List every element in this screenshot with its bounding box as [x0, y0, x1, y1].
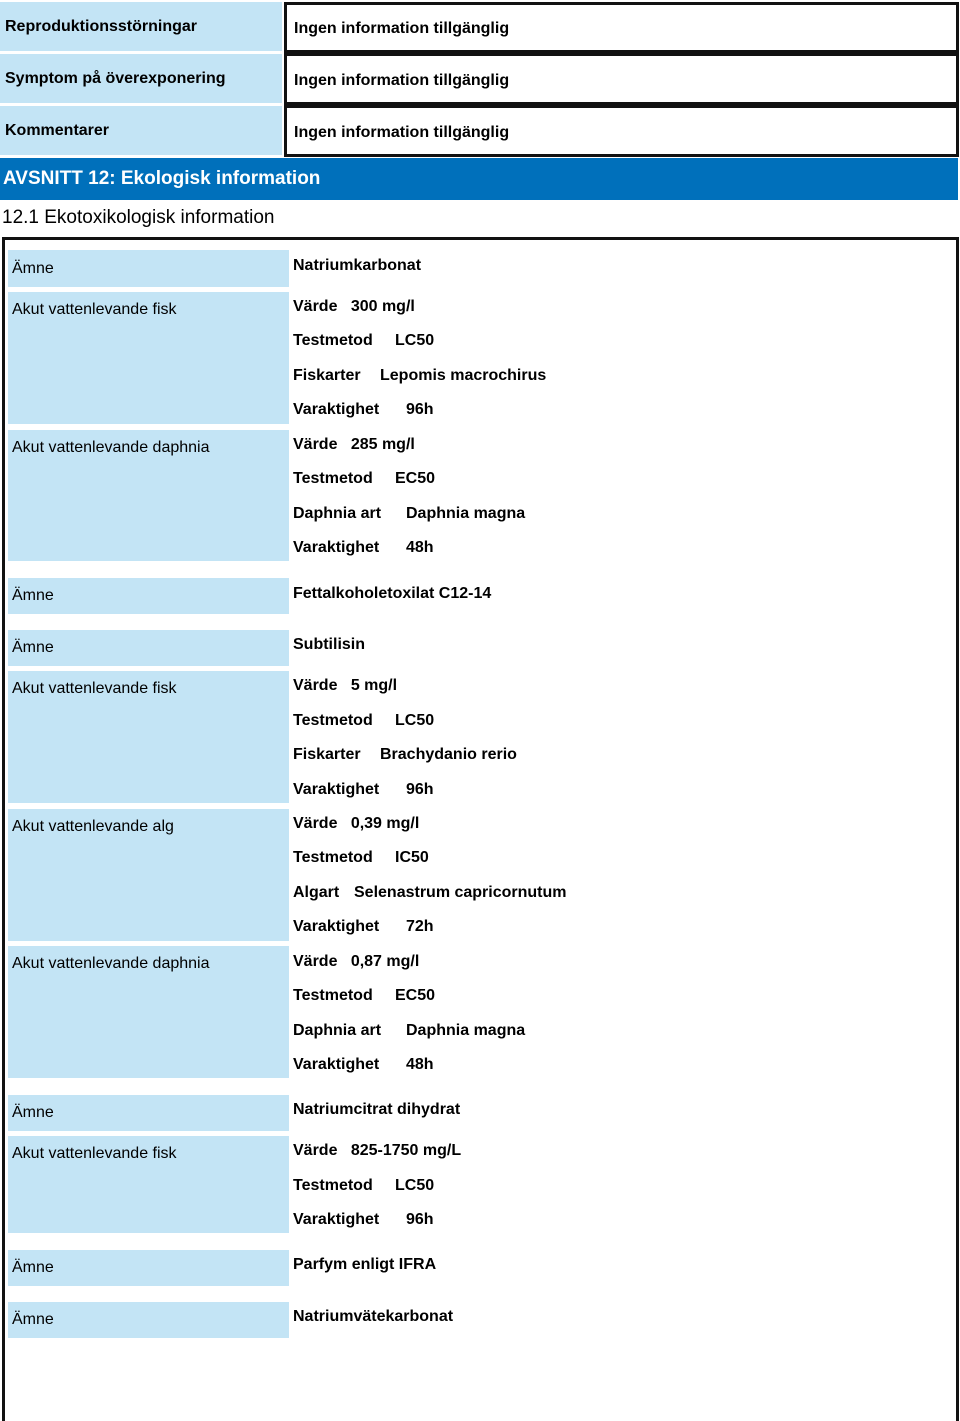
algae-duration: Varaktighet 72h — [293, 918, 434, 935]
algae-method: Testmetod IC50 — [293, 849, 429, 866]
fish-label: Akut vattenlevande fisk — [8, 1136, 289, 1233]
reproduction-label: Reproduktionsstörningar — [0, 2, 282, 51]
substance-name: Fettalkoholetoxilat C12-14 — [293, 585, 492, 602]
substance-label: Ämne — [8, 1095, 289, 1131]
fish-duration: Varaktighet 96h — [293, 781, 434, 798]
section-12-header: AVSNITT 12: Ekologisk information — [0, 158, 958, 200]
fish-value: Värde 300 mg/l — [293, 298, 415, 315]
substance-label: Ämne — [8, 630, 289, 666]
fish-method: Testmetod LC50 — [293, 712, 435, 729]
algae-label: Akut vattenlevande alg — [8, 809, 289, 941]
daphnia-method: Testmetod EC50 — [293, 987, 436, 1004]
fish-value: Värde 5 mg/l — [293, 677, 398, 694]
substance-label: Ämne — [8, 1250, 289, 1286]
substance-label: Ämne — [8, 578, 289, 614]
substance-label: Ämne — [8, 250, 289, 287]
substance-name: Natriumvätekarbonat — [293, 1308, 454, 1325]
fish-method: Testmetod LC50 — [293, 332, 435, 349]
algae-value: Värde 0,39 mg/l — [293, 815, 420, 832]
daphnia-value: Värde 0,87 mg/l — [293, 953, 420, 970]
daphnia-value: Värde 285 mg/l — [293, 436, 415, 453]
fish-duration: Varaktighet 96h — [293, 1211, 434, 1228]
fish-label: Akut vattenlevande fisk — [8, 292, 289, 424]
comments-label: Kommentarer — [0, 106, 282, 155]
daphnia-label: Akut vattenlevande daphnia — [8, 430, 289, 561]
fish-species: Fiskarter Lepomis macrochirus — [293, 367, 547, 384]
comments-value: Ingen information tillgänglig — [284, 105, 959, 157]
daphnia-duration: Varaktighet 48h — [293, 539, 434, 556]
substance-name: Natriumcitrat dihydrat — [293, 1101, 461, 1118]
fish-value: Värde 825-1750 mg/L — [293, 1142, 462, 1159]
daphnia-duration: Varaktighet 48h — [293, 1056, 434, 1073]
fish-method: Testmetod LC50 — [293, 1177, 435, 1194]
overexposure-label: Symptom på överexponering — [0, 54, 282, 103]
daphnia-label: Akut vattenlevande daphnia — [8, 946, 289, 1078]
fish-label: Akut vattenlevande fisk — [8, 671, 289, 803]
daphnia-method: Testmetod EC50 — [293, 470, 436, 487]
substance-name: Subtilisin — [293, 636, 365, 653]
substance-name: Parfym enligt IFRA — [293, 1256, 437, 1273]
reproduction-value: Ingen information tillgänglig — [284, 2, 959, 53]
daphnia-species: Daphnia art Daphnia magna — [293, 1022, 526, 1039]
subsection-title: 12.1 Ekotoxikologisk information — [2, 207, 275, 228]
overexposure-value: Ingen information tillgänglig — [284, 53, 959, 105]
fish-duration: Varaktighet 96h — [293, 401, 434, 418]
fish-species: Fiskarter Brachydanio rerio — [293, 746, 517, 763]
substance-label: Ämne — [8, 1302, 289, 1338]
daphnia-species: Daphnia art Daphnia magna — [293, 505, 526, 522]
substance-name: Natriumkarbonat — [293, 257, 422, 274]
algae-species: Algart Selenastrum capricornutum — [293, 884, 567, 901]
